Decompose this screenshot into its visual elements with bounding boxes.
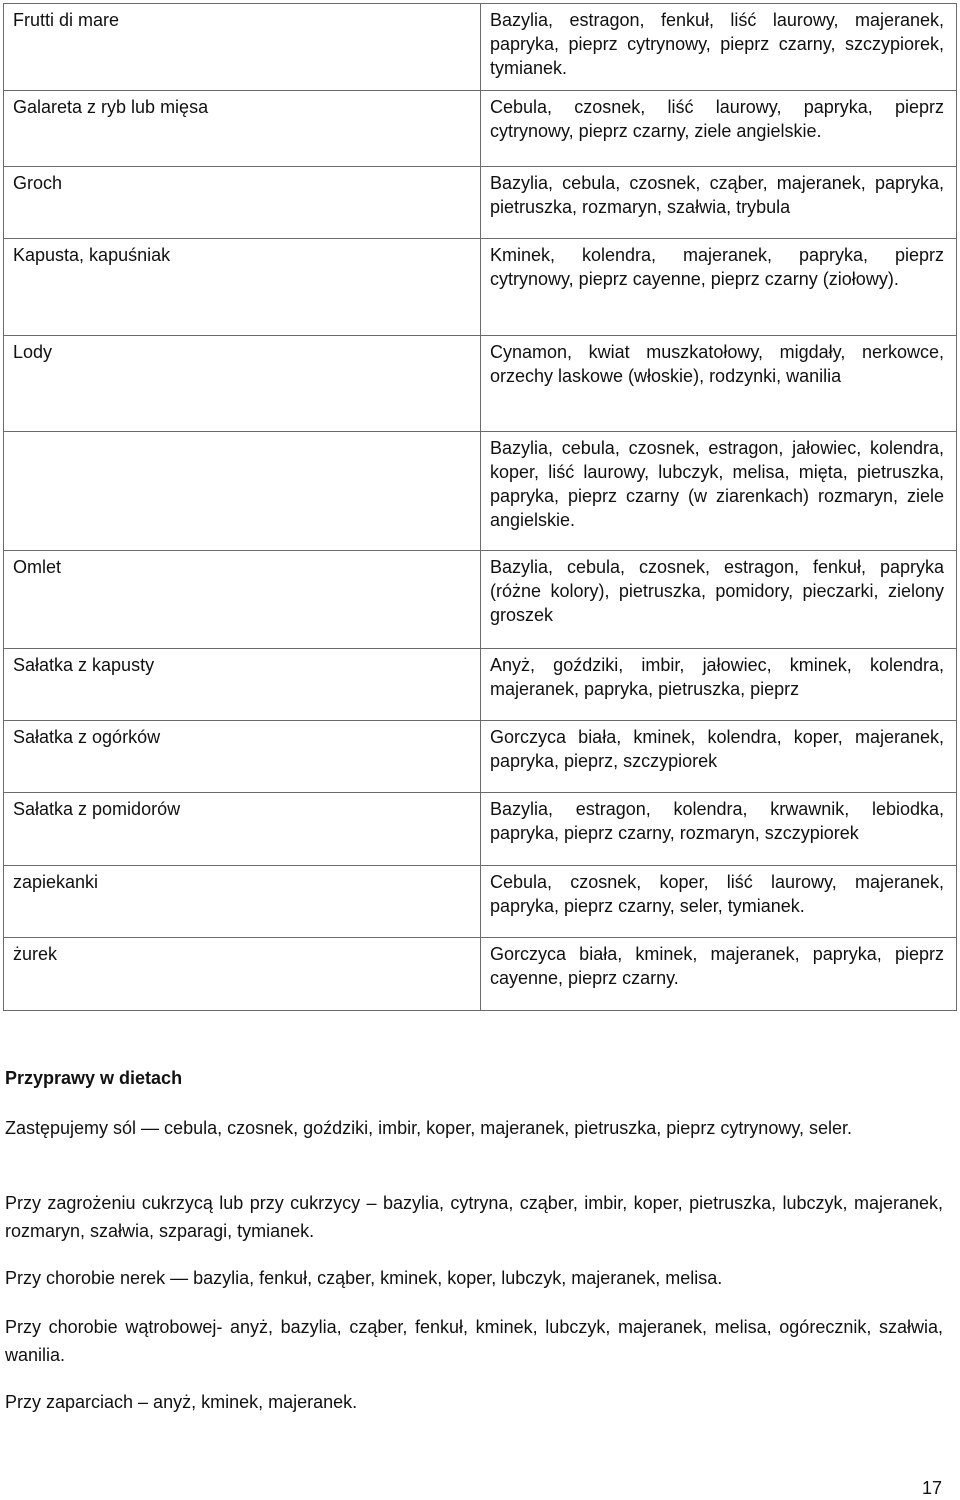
diet-paragraph: Przy chorobie wątrobowej- anyż, bazylia, cząber, fenkuł, kminek, lubczyk, majeranek, melisa, ogórecznik, szałwia, wanilia. [5, 1317, 943, 1365]
table-row [4, 336, 957, 432]
spices-cell: Anyż, goździki, imbir, jałowiec, kminek, kolendra, majeranek, papryka, pietruszka, pieprz [481, 649, 957, 721]
spices-cell: Gorczyca biała, kminek, kolendra, koper, majeranek, papryka, pieprz, szczypiorek [481, 721, 957, 793]
page-number: 17 [921, 1478, 942, 1498]
table-row [4, 91, 957, 167]
spices-cell: Cebula, czosnek, liść laurowy, papryka, pieprz cytrynowy, pieprz czarny, ziele angielskie. [481, 91, 957, 167]
dish-cell: Sałatka z kapusty [4, 649, 481, 721]
spices-cell: Cebula, czosnek, koper, liść laurowy, majeranek, papryka, pieprz czarny, seler, tymianek. [481, 866, 957, 938]
spices-cell: Bazylia, estragon, fenkuł, liść laurowy, majeranek, papryka, pieprz cytrynowy, pieprz czarny, szczypiorek, tymianek. [481, 4, 957, 91]
section-heading: Przyprawy w dietach [5, 1068, 183, 1088]
dish-cell: żurek [4, 938, 481, 1011]
spice-table [3, 3, 957, 1011]
table-row [4, 721, 957, 793]
table-row [4, 793, 957, 866]
table-row [4, 866, 957, 938]
spices-cell: Bazylia, cebula, czosnek, cząber, majeranek, papryka, pietruszka, rozmaryn, szałwia, trybula [481, 167, 957, 239]
table-row [4, 432, 957, 551]
spices-cell: Cynamon, kwiat muszkatołowy, migdały, nerkowce, orzechy laskowe (włoskie), rodzynki, wanilia [481, 336, 957, 432]
diet-paragraph: Przy zagrożeniu cukrzycą lub przy cukrzycy – bazylia, cytryna, cząber, imbir, koper, pietruszka, lubczyk, majeranek, rozmaryn, szałwia, szparagi, tymianek. [5, 1193, 943, 1241]
dish-cell: Groch [4, 167, 481, 239]
dish-cell: zapiekanki [4, 866, 481, 938]
spices-cell: Bazylia, cebula, czosnek, estragon, fenkuł, papryka (różne kolory), pietruszka, pomidory, pieczarki, zielony groszek [481, 551, 957, 649]
dish-cell: Frutti di mare [4, 4, 481, 91]
dish-cell: Lody [4, 336, 481, 432]
dish-cell: Galareta z ryb lub mięsa [4, 91, 481, 167]
spices-cell: Gorczyca biała, kminek, majeranek, papryka, pieprz cayenne, pieprz czarny. [481, 938, 957, 1011]
table-row [4, 167, 957, 239]
dish-cell [4, 432, 481, 551]
table-row [4, 239, 957, 336]
table-row [4, 938, 957, 1011]
dish-cell: Kapusta, kapuśniak [4, 239, 481, 336]
dish-cell: Sałatka z pomidorów [4, 793, 481, 866]
diet-paragraph: Przy chorobie nerek — bazylia, fenkuł, cząber, kminek, koper, lubczyk, majeranek, melisa. [5, 1268, 723, 1288]
dish-cell: Omlet [4, 551, 481, 649]
diet-paragraph: Przy zaparciach – anyż, kminek, majeranek. [5, 1392, 358, 1412]
table-row [4, 4, 957, 91]
table-row [4, 649, 957, 721]
diet-paragraph: Zastępujemy sól — cebula, czosnek, goździki, imbir, koper, majeranek, pietruszka, pieprz cytrynowy, seler. [5, 1118, 853, 1138]
table-row [4, 551, 957, 649]
spices-cell: Kminek, kolendra, majeranek, papryka, pieprz cytrynowy, pieprz cayenne, pieprz czarny (ziołowy). [481, 239, 957, 336]
spices-cell: Bazylia, cebula, czosnek, estragon, jałowiec, kolendra, koper, liść laurowy, lubczyk, melisa, mięta, pietruszka, papryka, pieprz czarny (w ziarenkach) rozmaryn, ziele angielskie. [481, 432, 957, 551]
spices-cell: Bazylia, estragon, kolendra, krwawnik, lebiodka, papryka, pieprz czarny, rozmaryn, szczypiorek [481, 793, 957, 866]
dish-cell: Sałatka z ogórków [4, 721, 481, 793]
